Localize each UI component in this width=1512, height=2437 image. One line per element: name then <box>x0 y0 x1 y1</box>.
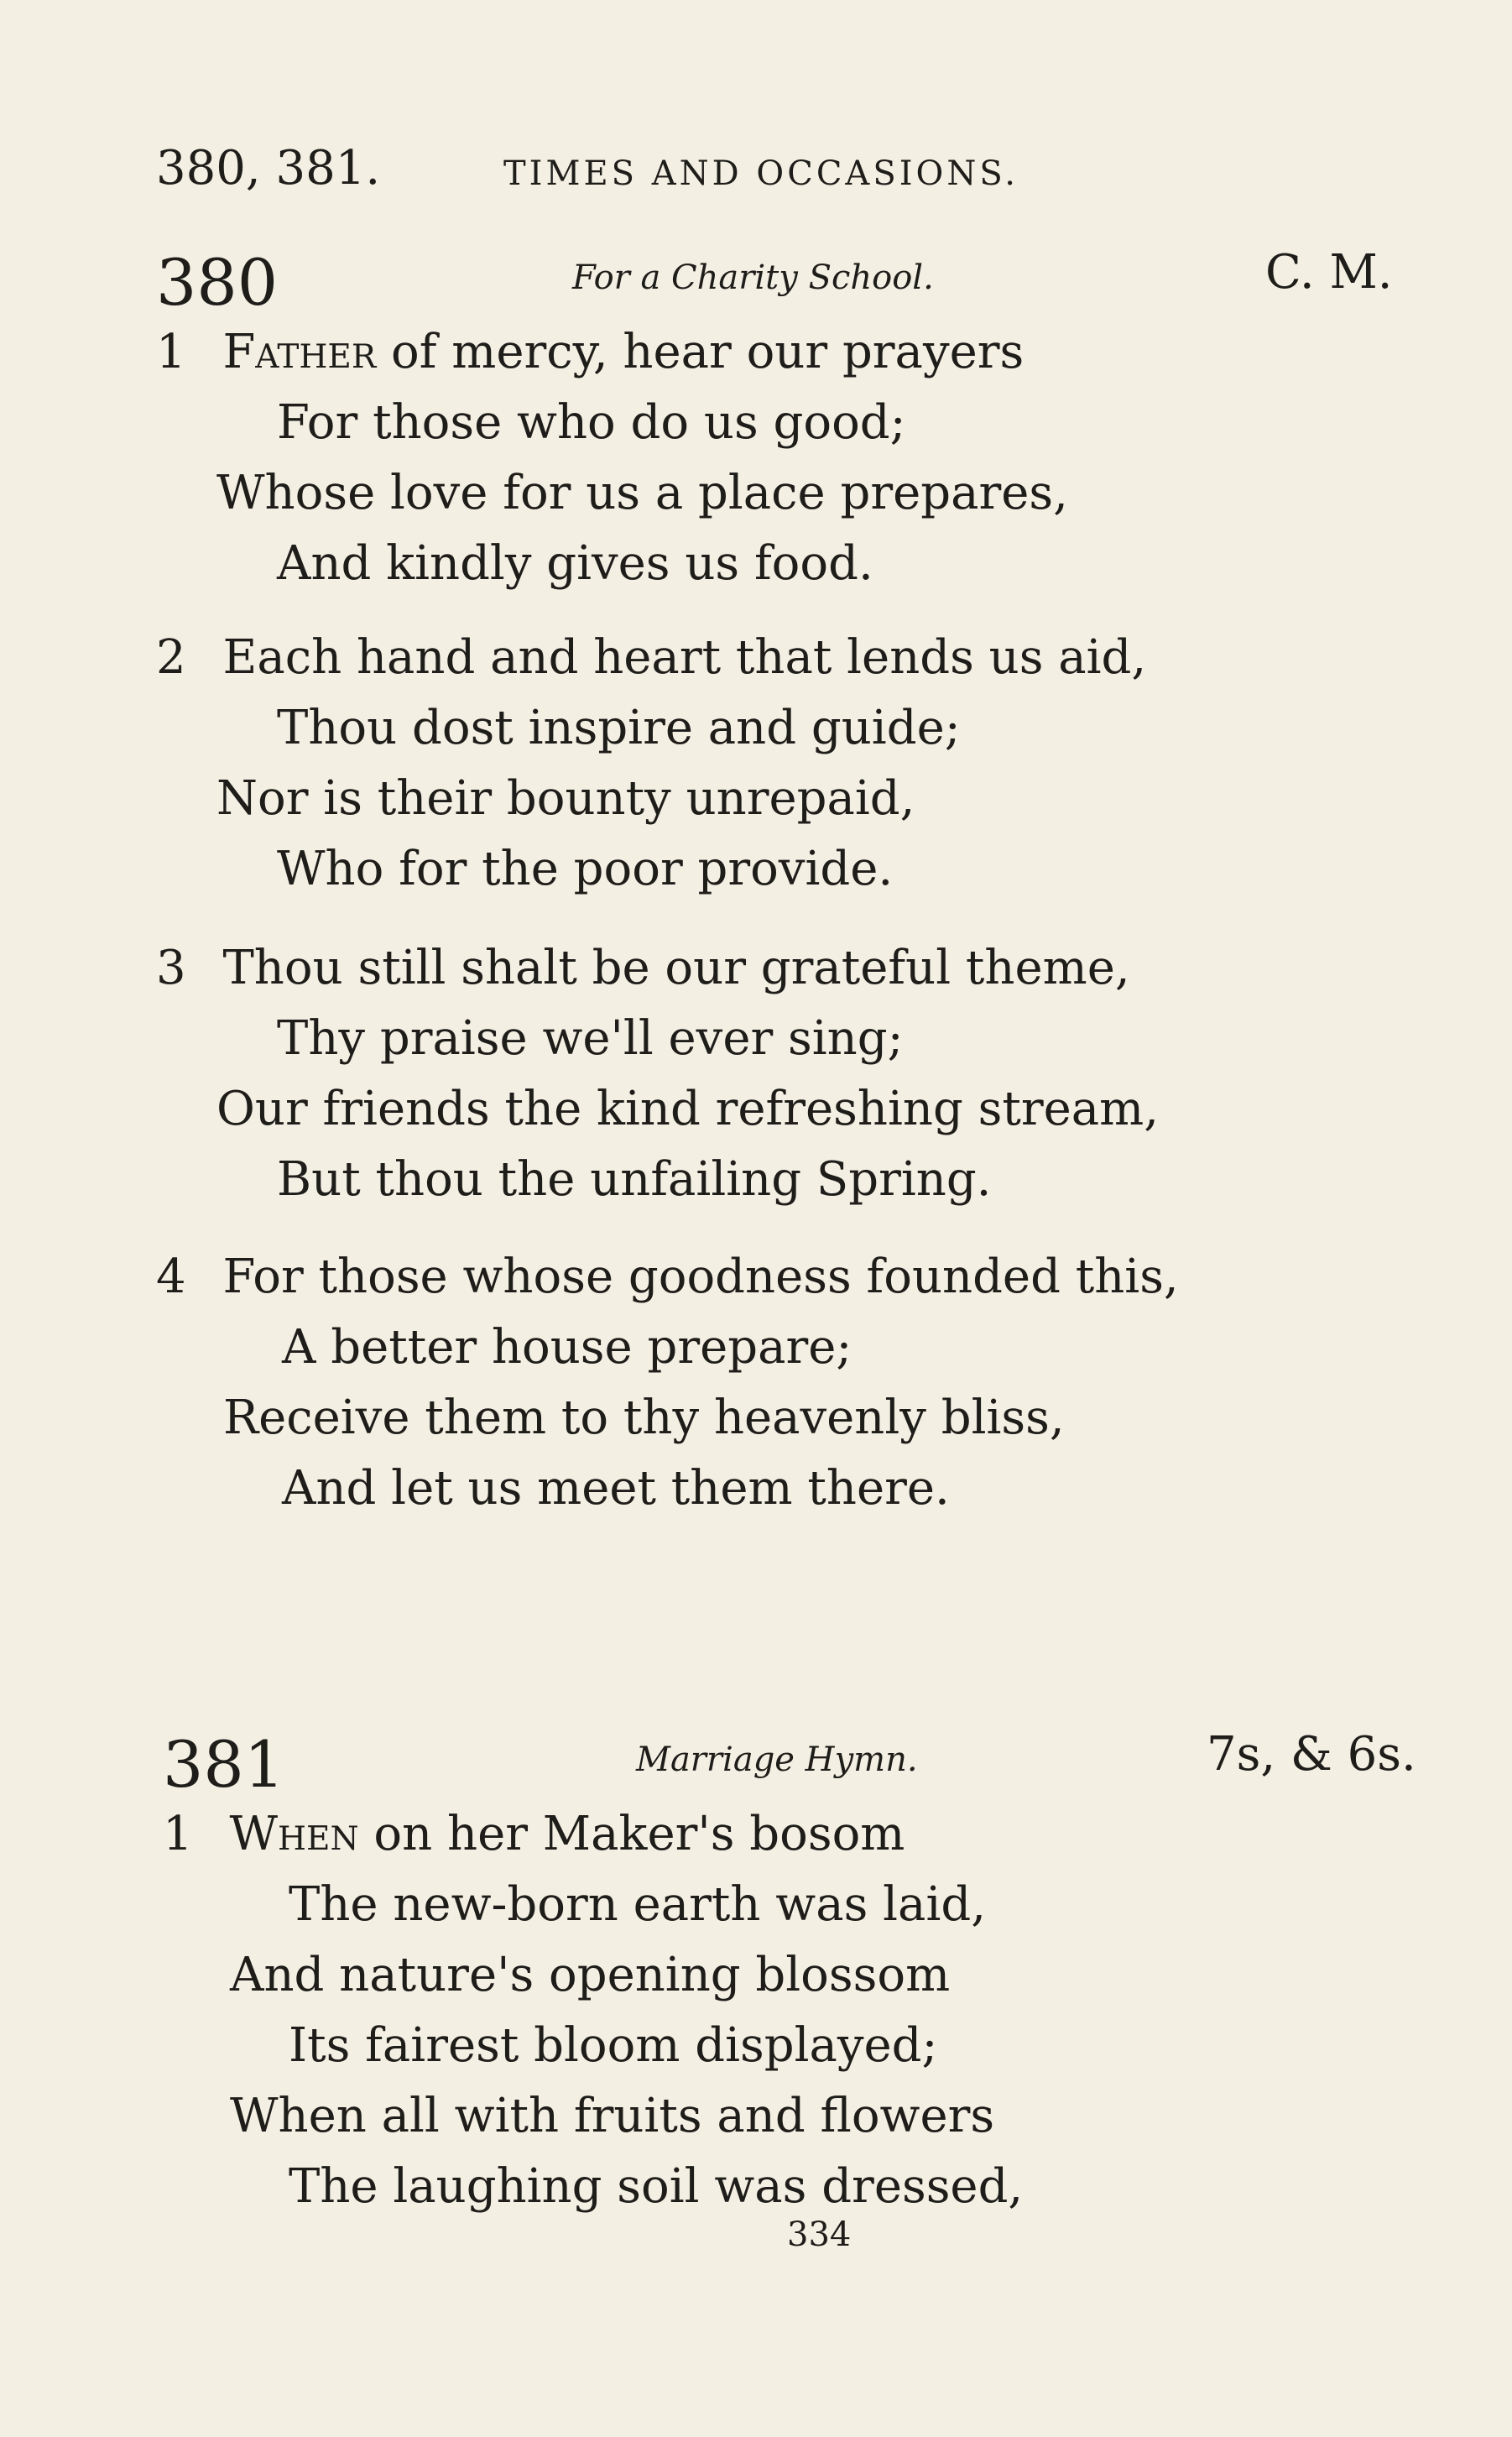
hymn-number: 381 <box>163 1727 285 1802</box>
verse-line: Thy praise we'll ever sing; <box>277 1011 904 1066</box>
verse-line <box>163 1807 905 1861</box>
verse-line: But thou the unfailing Spring. <box>277 1152 992 1207</box>
verse-line <box>156 1250 1179 1304</box>
verse-line: The laughing soil was dressed, <box>289 2159 1024 2214</box>
hymn-number: 380 <box>156 245 279 320</box>
verse-first-word: Father <box>222 325 377 379</box>
page-hymn-range: 380, 381. <box>156 141 381 196</box>
verse-first-word: When <box>229 1807 359 1861</box>
verse-number: 3 <box>156 941 186 995</box>
verse-line-text: Each hand and heart that lends us aid, <box>222 630 1147 685</box>
verse-line: Its fairest bloom displayed; <box>289 2018 938 2073</box>
verse-line-text: of mercy, hear our prayers <box>376 325 1025 379</box>
verse-number: 2 <box>156 630 186 685</box>
verse-line <box>156 630 1147 685</box>
verse-line: When all with fruits and flowers <box>230 2089 995 2143</box>
hymn-meter: C. M. <box>1265 245 1393 300</box>
hymn-title: Marriage Hymn. <box>636 1740 918 1779</box>
verse-line: Whose love for us a place prepares, <box>216 466 1068 520</box>
verse-line: For those who do us good; <box>277 395 906 450</box>
verse-line-text: For those whose goodness founded this, <box>222 1250 1179 1304</box>
running-title: TIMES AND OCCASIONS. <box>503 154 1019 193</box>
page-number: 334 <box>787 2215 852 2254</box>
verse-line: Thou dost inspire and guide; <box>277 701 961 755</box>
verse-line-text: on her Maker's bosom <box>358 1807 905 1861</box>
verse-line: Our friends the kind refreshing stream, <box>216 1082 1160 1136</box>
verse-line: Receive them to thy heavenly bliss, <box>223 1391 1065 1445</box>
verse-line <box>156 325 1025 379</box>
verse-line <box>156 941 1130 995</box>
hymn-title: For a Charity School. <box>572 258 934 297</box>
verse-number: 4 <box>156 1250 186 1304</box>
verse-line-text: Thou still shalt be our grateful theme, <box>222 941 1130 995</box>
verse-number: 1 <box>156 325 186 379</box>
verse-line: A better house prepare; <box>282 1320 852 1375</box>
verse-line: Who for the poor provide. <box>277 842 894 896</box>
verse-number: 1 <box>163 1807 193 1861</box>
hymn-meter: 7s, & 6s. <box>1207 1727 1416 1782</box>
verse-line: And let us meet them there. <box>282 1461 950 1516</box>
verse-line: And kindly gives us food. <box>277 536 873 591</box>
verse-line: Nor is their bounty unrepaid, <box>216 771 915 826</box>
verse-line: And nature's opening blossom <box>230 1948 951 2002</box>
verse-line: The new-born earth was laid, <box>289 1877 987 1932</box>
